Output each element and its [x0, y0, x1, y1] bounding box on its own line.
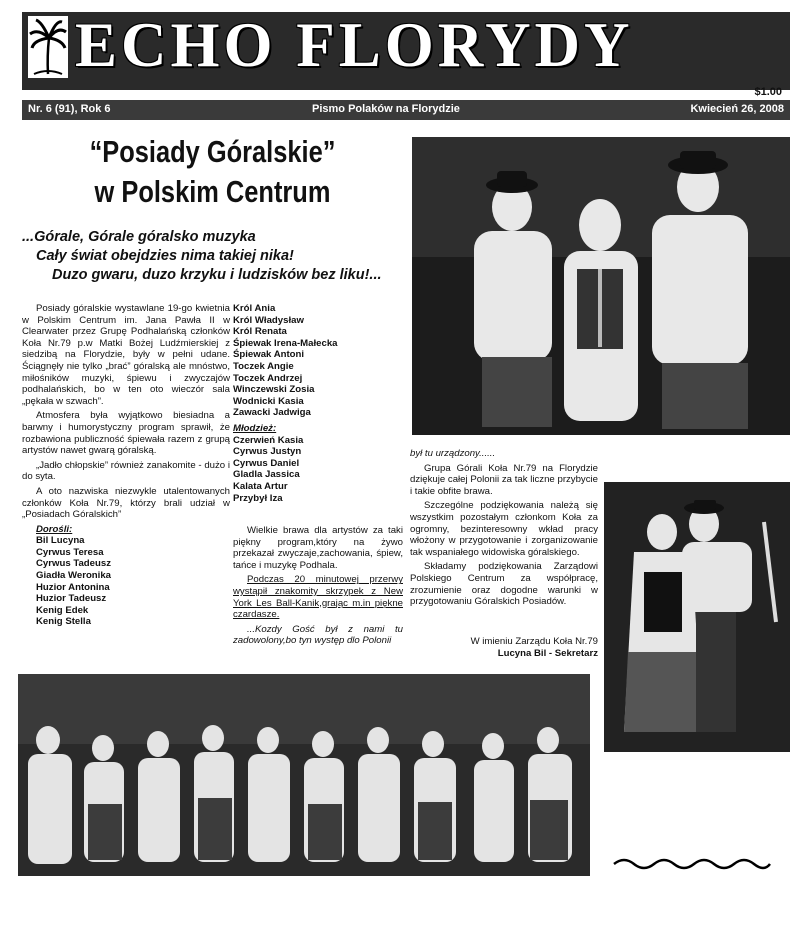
article-headline: [55, 132, 371, 212]
newspaper-title: ECHO FLORYDY: [75, 10, 634, 80]
youth-label: Młodzież:: [233, 422, 277, 434]
name-item: Cyrwus Teresa: [36, 546, 104, 558]
name-item: Toczek Andrzej: [233, 372, 303, 384]
signature-line-1: W imieniu Zarządu Koła Nr.79: [470, 636, 598, 647]
photo-group-of-performers: [18, 674, 590, 876]
article-column-1: [22, 303, 230, 628]
name-item: Przybył Iza: [233, 492, 283, 504]
paragraph: ...Kozdy Gość był z nami tu zadowolony,bo tyn występ dlo Polonii: [233, 623, 403, 647]
name-item: Król Renata: [233, 326, 287, 338]
name-item: Król Władysław: [233, 314, 304, 326]
name-item: Cyrwus Daniel: [233, 457, 300, 469]
name-item: Kalata Artur: [233, 480, 288, 492]
adults-label: Dorośli:: [36, 523, 73, 535]
name-item: Śpiewak Antoni: [233, 349, 305, 361]
name-item: Bil Lucyna: [36, 535, 85, 547]
tagline: Pismo Polaków na Florydzie: [312, 103, 460, 115]
name-item: Gladla Jassica: [233, 469, 300, 481]
name-item: Cyrwus Justyn: [233, 446, 302, 458]
paragraph: był tu urządzony......: [410, 448, 496, 459]
name-item: Winczewski Zosia: [233, 384, 315, 396]
headline-line-2: w Polskim Centrum: [94, 174, 331, 209]
photo-couple: [604, 482, 790, 752]
name-item: Kenig Stella: [36, 616, 91, 628]
adults-list: [22, 524, 230, 628]
name-item: Huzior Antonina: [36, 581, 110, 593]
paragraph: Składamy podziękowania Zarządowi Polskiego Centrum za współpracę, zrozumienie oraz dogodne warunki w przygotowaniu Góralskich Posiadów.: [410, 561, 598, 608]
name-item: Huzior Tadeusz: [36, 593, 107, 605]
headline-line-1: “Posiady Góralskie”: [89, 134, 336, 169]
paragraph: Podczas 20 minutowej przerwy wystąpił znakomity skrzypek z New York Les Ball-Kanik,grając m.in piękne czardasze.: [233, 574, 403, 621]
name-item: Zawacki Jadwiga: [233, 407, 311, 419]
decorative-wave-divider: [612, 855, 772, 873]
signature-block: [410, 636, 598, 660]
subheading-line-2: Cały świat obejdzies nima takiej nika!: [36, 248, 294, 264]
article-column-2-names: [233, 303, 403, 504]
name-item: Czerwień Kasia: [233, 434, 304, 446]
price: $1.00: [754, 86, 782, 98]
name-item: Kenig Edek: [36, 604, 89, 616]
name-item: Toczek Angie: [233, 360, 294, 372]
name-item: Cyrwus Tadeusz: [36, 558, 111, 570]
photo-three-performers: [412, 137, 790, 435]
paragraph: Posiady góralskie wystawlane 19-go kwietnia w Polskim Centrum im. Jana Pawła II w Clearwater przez Grupę Podhalańską członków Koła Nr.79 p.w Matki Bożej Ludźmierskiej z siedzibą na Florydzie, były w pełni udane. Ściągnęły nie tylko „brać” góralską ale mnóstwo, miłośników muzyki, śpiewu i zwyczajów podhalańskich, bo w ten oto wieczór sala „pękała w szwach”.: [22, 303, 230, 407]
paragraph: Szczególne podziękowania należą się wszystkim pozostałym członkom Koła za ogromny, bezinteresowny wkład pracy włożony w przygotowanie i zorganizowanie tak wspaniałego widowiska góralskiego.: [410, 500, 598, 558]
subheading-line-1: ...Górale, Górale góralsko muzyka: [22, 229, 256, 245]
issue-date: Kwiecień 26, 2008: [690, 103, 784, 115]
paragraph: Atmosfera była wyjątkowo biesiadna a barwny i humorystyczny program sprawił, że rozbawiona publiczność śpiewała razem z grupą artystów nawet gwarą góralską.: [22, 410, 230, 457]
subheading-line-3: Duzo gwaru, duzo krzyku i ludzisków bez liku!...: [52, 267, 382, 283]
article-subheading: [22, 228, 412, 285]
paragraph: Grupa Górali Koła Nr.79 na Florydzie dziękuje całej Polonii za tak liczne przybycie i takie obfite brawa.: [410, 462, 598, 497]
palm-tree-icon: [28, 16, 68, 78]
article-column-3: [410, 448, 598, 611]
paragraph: „Jadło chłopskie” również zanakomite - dużo i do syta.: [22, 459, 230, 483]
name-item: Śpiewak Irena-Małecka: [233, 337, 338, 349]
issue-info-bar: [22, 100, 790, 120]
signature-line-2: Lucyna Bil - Sekretarz: [497, 648, 598, 659]
paragraph: Wielkie brawa dla artystów za taki piękny program,który na żywo przekazał zwyczaje,zachowania, śpiew, tańce i muzykę Podhala.: [233, 525, 403, 571]
name-item: Giadła Weronika: [36, 570, 111, 582]
issue-number: Nr. 6 (91), Rok 6: [28, 103, 111, 115]
article-column-2-text: [233, 525, 403, 650]
name-item: Król Ania: [233, 303, 276, 314]
name-item: Wodnicki Kasia: [233, 395, 304, 407]
paragraph: A oto nazwiska niezwykle utalentowanych członków Koła Nr.79, którzy brali udział w „Posiadach Góralskich”: [22, 485, 230, 521]
